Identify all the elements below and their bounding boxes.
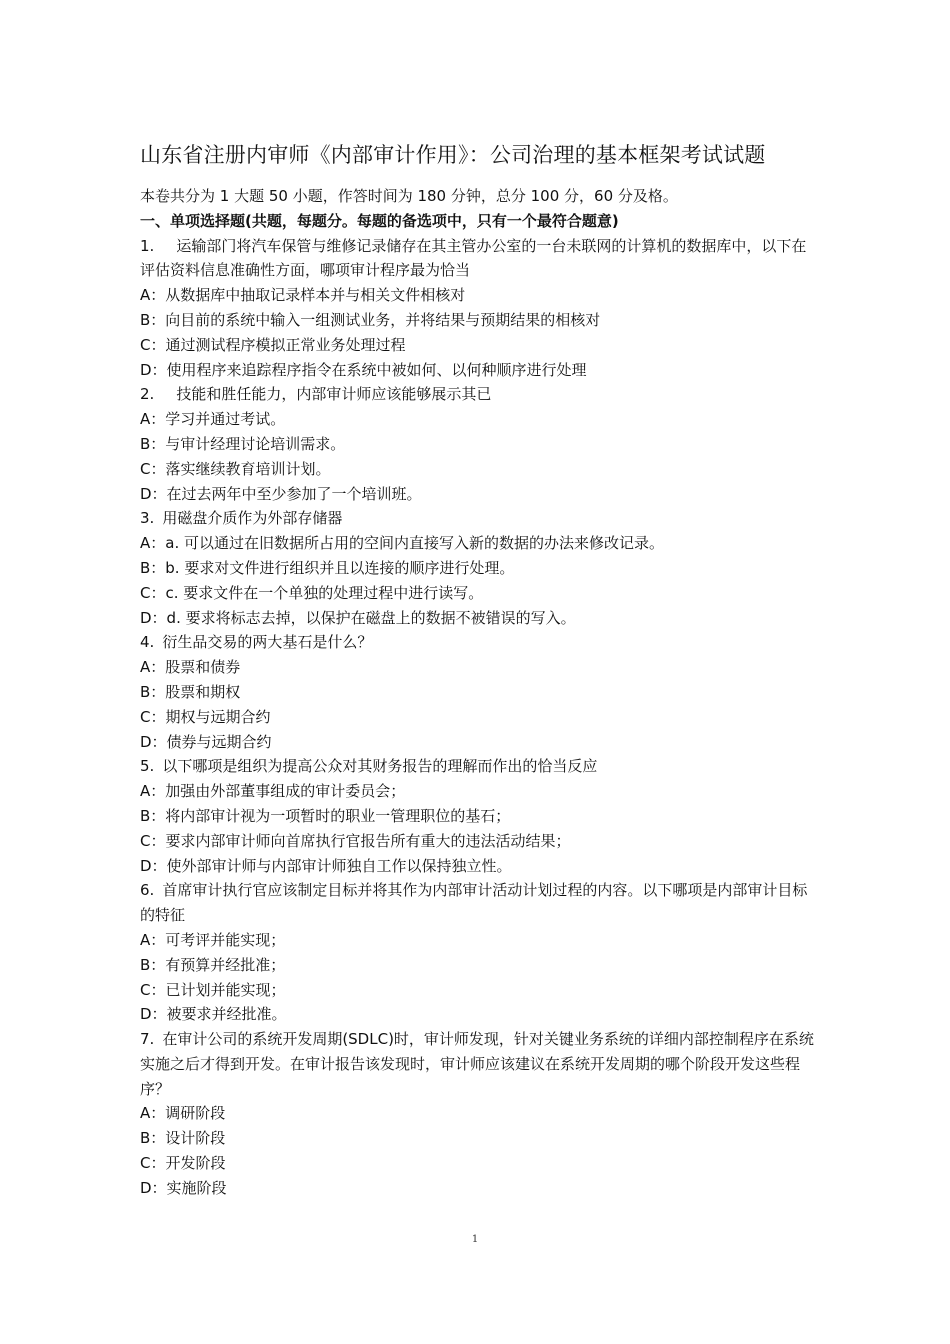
- option-a: A：学习并通过考试。: [140, 410, 286, 429]
- option-a: A：从数据库中抽取记录样本并与相关文件相核对: [140, 286, 466, 305]
- option-a: A：a. 可以通过在旧数据所占用的空间内直接写入新的数据的办法来修改记录。: [140, 534, 664, 553]
- question-text: 运输部门将汽车保管与维修记录储存在其主管办公室的一台未联网的计算机的数据库中，以下在评估资料信息准确性方面，哪项审计程序最为恰当: [140, 236, 807, 280]
- option-b: B：将内部审计视为一项暂时的职业一管理职位的基石；: [140, 806, 511, 825]
- question-number: 4.: [140, 633, 155, 652]
- option-a: A：加强由外部董事组成的审计委员会；: [140, 782, 406, 801]
- option-d: D：债券与远期合约: [140, 732, 272, 751]
- option-c: C：开发阶段: [140, 1154, 226, 1173]
- question-2: [140, 382, 820, 407]
- option-b: B：股票和期权: [140, 682, 241, 701]
- option-b: B：向目前的系统中输入一组测试业务，并将结果与预期结果的相核对: [140, 310, 601, 329]
- section-heading: 一、单项选择题(共题，每题分。每题的备选项中，只有一个最符合题意): [140, 211, 619, 230]
- question-text: 在审计公司的系统开发周期(SDLC)时，审计师发现，针对关键业务系统的详细内部控制程序在系统实施之后才得到开发。在审计报告该发现时，审计师应该建议在系统开发周期的哪个阶段开发这些程序？: [140, 1030, 814, 1098]
- question-number: 1.: [140, 236, 155, 255]
- page-number: 1: [471, 1234, 479, 1245]
- option-b: B：设计阶段: [140, 1129, 226, 1148]
- question-text: 以下哪项是组织为提高公众对其财务报告的理解而作出的恰当反应: [162, 757, 598, 776]
- question-5: [140, 754, 820, 779]
- option-a: A：可考评并能实现；: [140, 930, 286, 949]
- question-3: [140, 506, 820, 531]
- question-1: [140, 234, 820, 284]
- document-title: 山东省注册内审师《内部审计作用》：公司治理的基本框架考试试题: [140, 143, 766, 167]
- option-d: D：d. 要求将标志去掉，以保护在磁盘上的数据不被错误的写入。: [140, 608, 576, 627]
- question-number: 2.: [140, 385, 155, 404]
- option-b: B：有预算并经批准；: [140, 955, 286, 974]
- option-a: A：股票和债券: [140, 658, 241, 677]
- option-d: D：在过去两年中至少参加了一个培训班。: [140, 484, 422, 503]
- option-c: C：落实继续教育培训计划。: [140, 459, 331, 478]
- option-d: D：使外部审计师与内部审计师独自工作以保持独立性。: [140, 856, 512, 875]
- question-number: 6.: [140, 881, 155, 900]
- option-b: B：与审计经理讨论培训需求。: [140, 434, 346, 453]
- question-text: 衍生品交易的两大基石是什么？: [162, 633, 373, 652]
- option-c: C：要求内部审计师向首席执行官报告所有重大的违法活动结果；: [140, 831, 571, 850]
- option-c: C：c. 要求文件在一个单独的处理过程中进行读写。: [140, 583, 484, 602]
- question-number: 3.: [140, 509, 155, 528]
- question-number: 5.: [140, 757, 155, 776]
- question-text: 技能和胜任能力，内部审计师应该能够展示其已: [176, 385, 492, 404]
- option-c: C：已计划并能实现；: [140, 980, 286, 999]
- question-7: [140, 1027, 820, 1101]
- option-c: C：通过测试程序模拟正常业务处理过程: [140, 335, 406, 354]
- option-d: D：实施阶段: [140, 1178, 227, 1197]
- document-body: [140, 184, 820, 1201]
- option-b: B：b. 要求对文件进行组织并且以连接的顺序进行处理。: [140, 558, 515, 577]
- question-text: 用磁盘介质作为外部存储器: [162, 509, 343, 528]
- exam-intro: 本卷共分为 1 大题 50 小题，作答时间为 180 分钟，总分 100 分，60 分及格。: [140, 187, 678, 205]
- option-d: D：被要求并经批准。: [140, 1005, 287, 1024]
- question-6: [140, 878, 820, 928]
- option-a: A：调研阶段: [140, 1104, 226, 1123]
- question-number: 7.: [140, 1030, 155, 1049]
- option-d: D：使用程序来追踪程序指令在系统中被如何、以何种顺序进行处理: [140, 360, 587, 379]
- question-4: [140, 630, 820, 655]
- option-c: C：期权与远期合约: [140, 707, 271, 726]
- question-text: 首席审计执行官应该制定目标并将其作为内部审计活动计划过程的内容。以下哪项是内部审计目标的特征: [140, 881, 808, 925]
